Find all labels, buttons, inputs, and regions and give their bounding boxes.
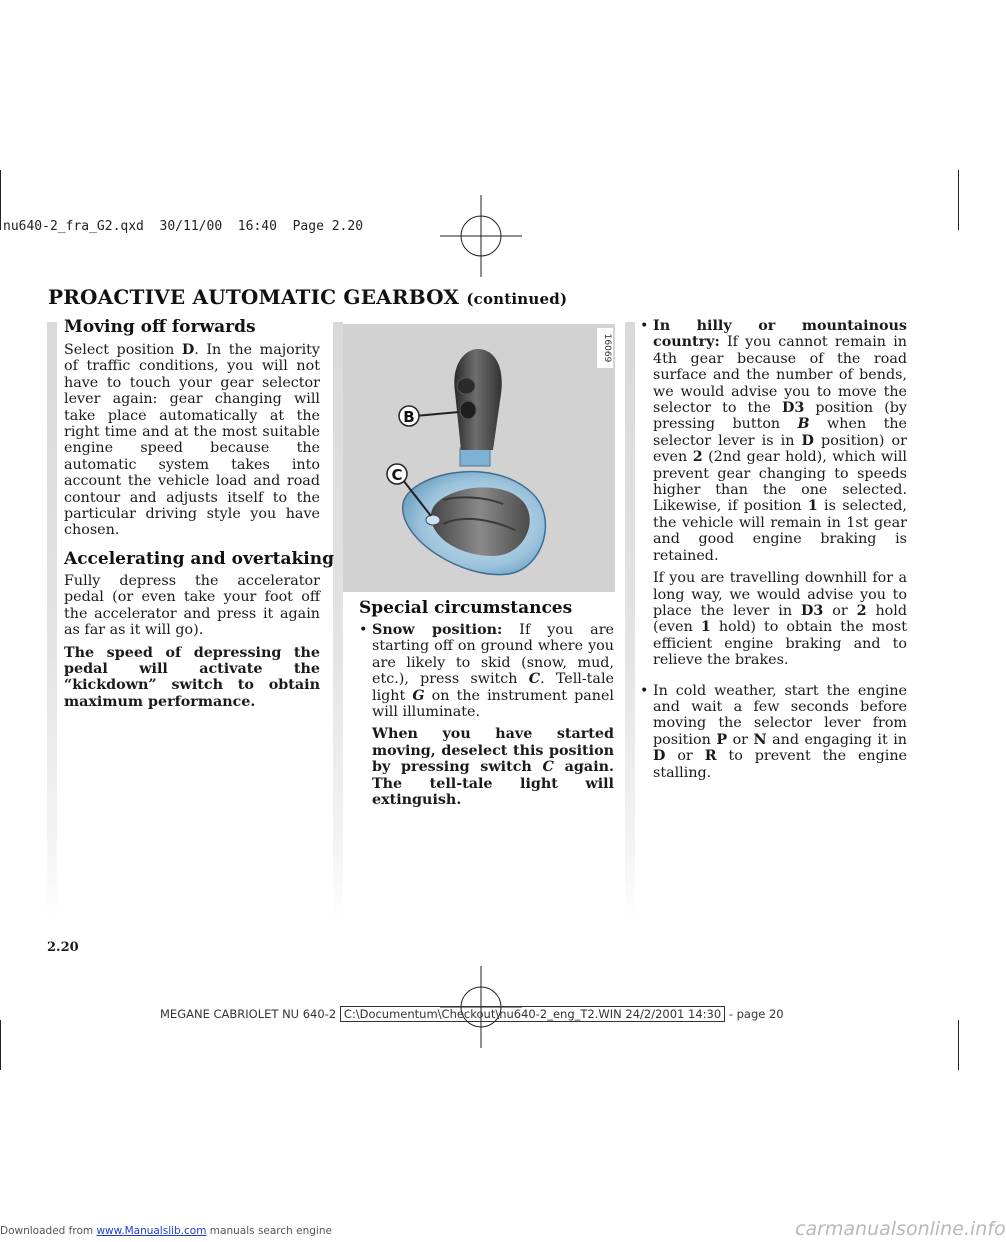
print-footer: MEGANE CABRIOLET NU 640-2 C:\Documentum\Checkout\nu640-2_eng_T2.WIN 24/2/2001 14:30 - page 20: [160, 1007, 784, 1021]
print-slug: nu640-2_fra_G2.qxd 30/11/00 16:40 Page 2.20: [3, 219, 364, 234]
title-main: PROACTIVE AUTOMATIC GEARBOX: [48, 285, 460, 309]
title-sub: (continued): [466, 290, 568, 308]
footer-path: C:\Documentum\Checkout\nu640-2_eng_T2.WIN 24/2/2001 14:30: [340, 1006, 725, 1022]
watermark: carmanualsonline.info: [795, 1218, 1006, 1240]
page-number: 2.20: [47, 940, 79, 955]
gear-selector-figure: [343, 324, 615, 592]
list-item: • In hilly or mountainous country: If you cannot remain in 4th gear because of the road surface and the number of bends, we would advise you to move the selector to the D3 position (by pressing button B when the selector lever is in D position) or even 2 (2nd gear hold), which will prevent gear changing to speeds higher than the one selected. Likewise, if position 1 is selected, the vehicle will remain in 1st gear and good engine braking is retained. If you are travelling downhill for a long way, we would advise you to place the lever in D3 or 2 hold (even 1 hold) to obtain the most efficient engine braking and to relieve the brakes.: [640, 318, 907, 669]
label-b: B: [403, 408, 415, 426]
figure-ref: 16069: [602, 333, 612, 363]
manualslib-link[interactable]: www.Manualslib.com: [96, 1225, 207, 1237]
heading-special: Special circumstances: [359, 598, 573, 618]
crop-mark: [0, 1020, 1, 1070]
page-title: [48, 285, 567, 309]
kickdown-note: The speed of depressing the pedal will activate the “kickdown” switch to obtain maximum performance.: [64, 644, 320, 710]
crop-mark: [958, 1020, 959, 1070]
special-circumstances-text: [359, 622, 614, 822]
label-c: C: [391, 466, 403, 484]
column-bar: [47, 322, 57, 922]
moving-off-text: Select position D. In the majority of traffic conditions, you will not have to touch your gear selector lever again: gear changing will take place automatically at the right time and at the most suitable engine speed because the automatic system takes into account the vehicle load and road contour and adjusts itself to the particular driving style you have chosen.: [64, 342, 320, 539]
gear-selector-illustration: [343, 324, 615, 592]
crop-mark: [0, 170, 1, 230]
crop-mark: [958, 170, 959, 230]
registration-target: [440, 195, 522, 277]
list-item: • In cold weather, start the engine and wait a few seconds before moving the selector lever from position P or N and engaging it in D or R to prevent the engine stalling.: [640, 683, 907, 781]
download-bar: Downloaded from www.Manualslib.com manuals search engine: [0, 1225, 332, 1237]
accelerating-text: Fully depress the accelerator pedal (or even take your foot off the accelerator and press it again as far as it will go). The speed of depressing the pedal will activate the “kickdown” switch to obtain maximum performance.: [64, 573, 320, 710]
column-bar: [333, 322, 343, 922]
heading-moving-off: Moving off forwards: [64, 317, 256, 337]
heading-accelerating: Accelerating and overtaking: [64, 549, 334, 569]
column-bar: [625, 322, 635, 922]
right-column-text: [640, 318, 907, 795]
list-item: • Snow position: If you are starting off on ground where you are likely to skid (snow, mud, etc.), press switch C. Tell-tale light G on the instrument panel will illuminate. When you have started moving, deselect this position by pressing switch C again. The tell-tale light will extinguish.: [359, 622, 614, 808]
